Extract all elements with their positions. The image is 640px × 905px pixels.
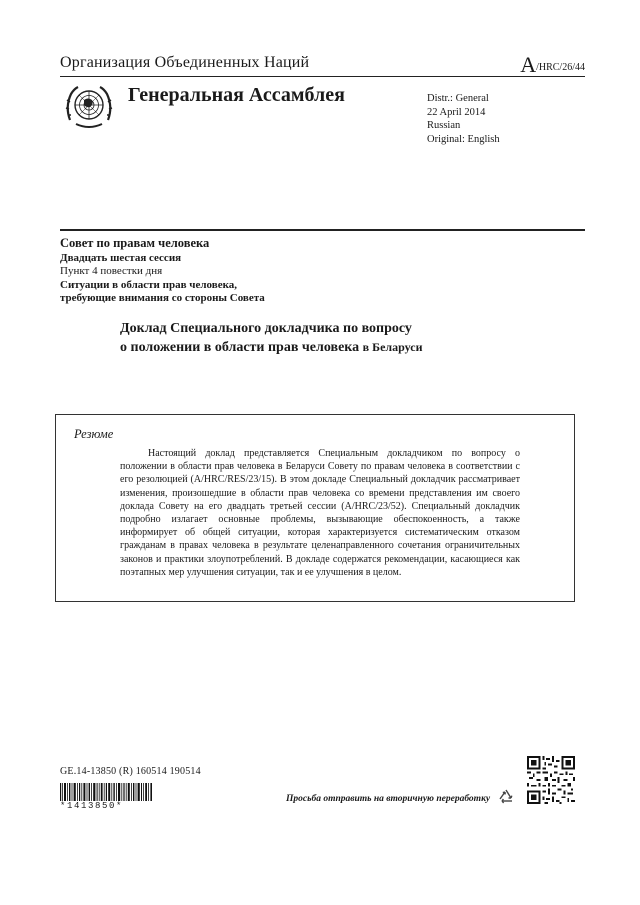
council-block xyxy=(60,237,265,305)
general-assembly-title: Генеральная Ассамблея xyxy=(128,84,345,106)
document-symbol-rest: /HRC/26/44 xyxy=(536,62,585,73)
report-title xyxy=(120,320,423,357)
summary-box xyxy=(55,414,575,602)
summary-text: Настоящий доклад представляется Специальным докладчиком по вопросу о положении в области прав человека в Беларуси Совету по правам человека в соответствии с его резолюцией (A/HRC/RES/23/15). В этом докладе Специальный докладчик рассматривает изменения, произошедшие в области прав человека со времени представления им своего доклада Совету на его двадцать третьей сессии (A/HRC/23/52). Специальный докладчик подробно излагает основные проблемы, вызывающие обеспокоенность, а также информирует об общей ситуации, которая характеризуется систематическим отказом гражданам в правах человека в результате целенаправленного сочетания ограничительных законов и практики злоупотреблений. В докладе содержатся рекомендации, касающиеся как поэтапных мер улучшения ситуации, так и ее улучшения в целом. xyxy=(120,448,520,578)
distribution-info xyxy=(427,92,500,146)
report-title-line-2 xyxy=(120,338,423,357)
distr-line: Distr.: General xyxy=(427,93,489,104)
date-line: 22 April 2014 xyxy=(427,106,486,118)
council-title: Совет по правам человека xyxy=(60,236,210,250)
session-line: Двадцать шестая сессия xyxy=(60,252,182,265)
organization-name: Организация Объединенных Наций xyxy=(60,54,310,71)
document-symbol xyxy=(520,52,585,78)
agenda-item-line: Пункт 4 повестки дня xyxy=(60,265,163,278)
header-rule xyxy=(60,76,585,77)
original-language-line: Original: English xyxy=(427,133,500,145)
document-symbol-prefix: A xyxy=(520,52,537,77)
barcode-number: *1413850* xyxy=(60,801,124,811)
recycle-text: Просьба отправить на вторичную переработку xyxy=(286,794,491,804)
barcode-icon xyxy=(60,783,152,801)
document-code: GE.14-13850 (R) 160514 190514 xyxy=(60,766,201,777)
qr-code-icon xyxy=(527,756,575,804)
un-emblem-icon xyxy=(62,80,116,134)
report-title-line-2-main: о положении в области прав человека xyxy=(120,340,363,355)
topic-line-1: Ситуации в области прав человека, xyxy=(60,278,237,291)
summary-label: Резюме xyxy=(74,427,114,441)
language-line: Russian xyxy=(427,120,461,131)
report-title-line-2-country: в Беларуси xyxy=(362,340,423,354)
recycle-icon xyxy=(496,788,516,808)
topic-line-2: требующие внимания со стороны Совета xyxy=(60,291,265,304)
section-rule xyxy=(60,229,585,231)
report-title-line-1: Доклад Специального докладчика по вопросу xyxy=(120,321,412,336)
